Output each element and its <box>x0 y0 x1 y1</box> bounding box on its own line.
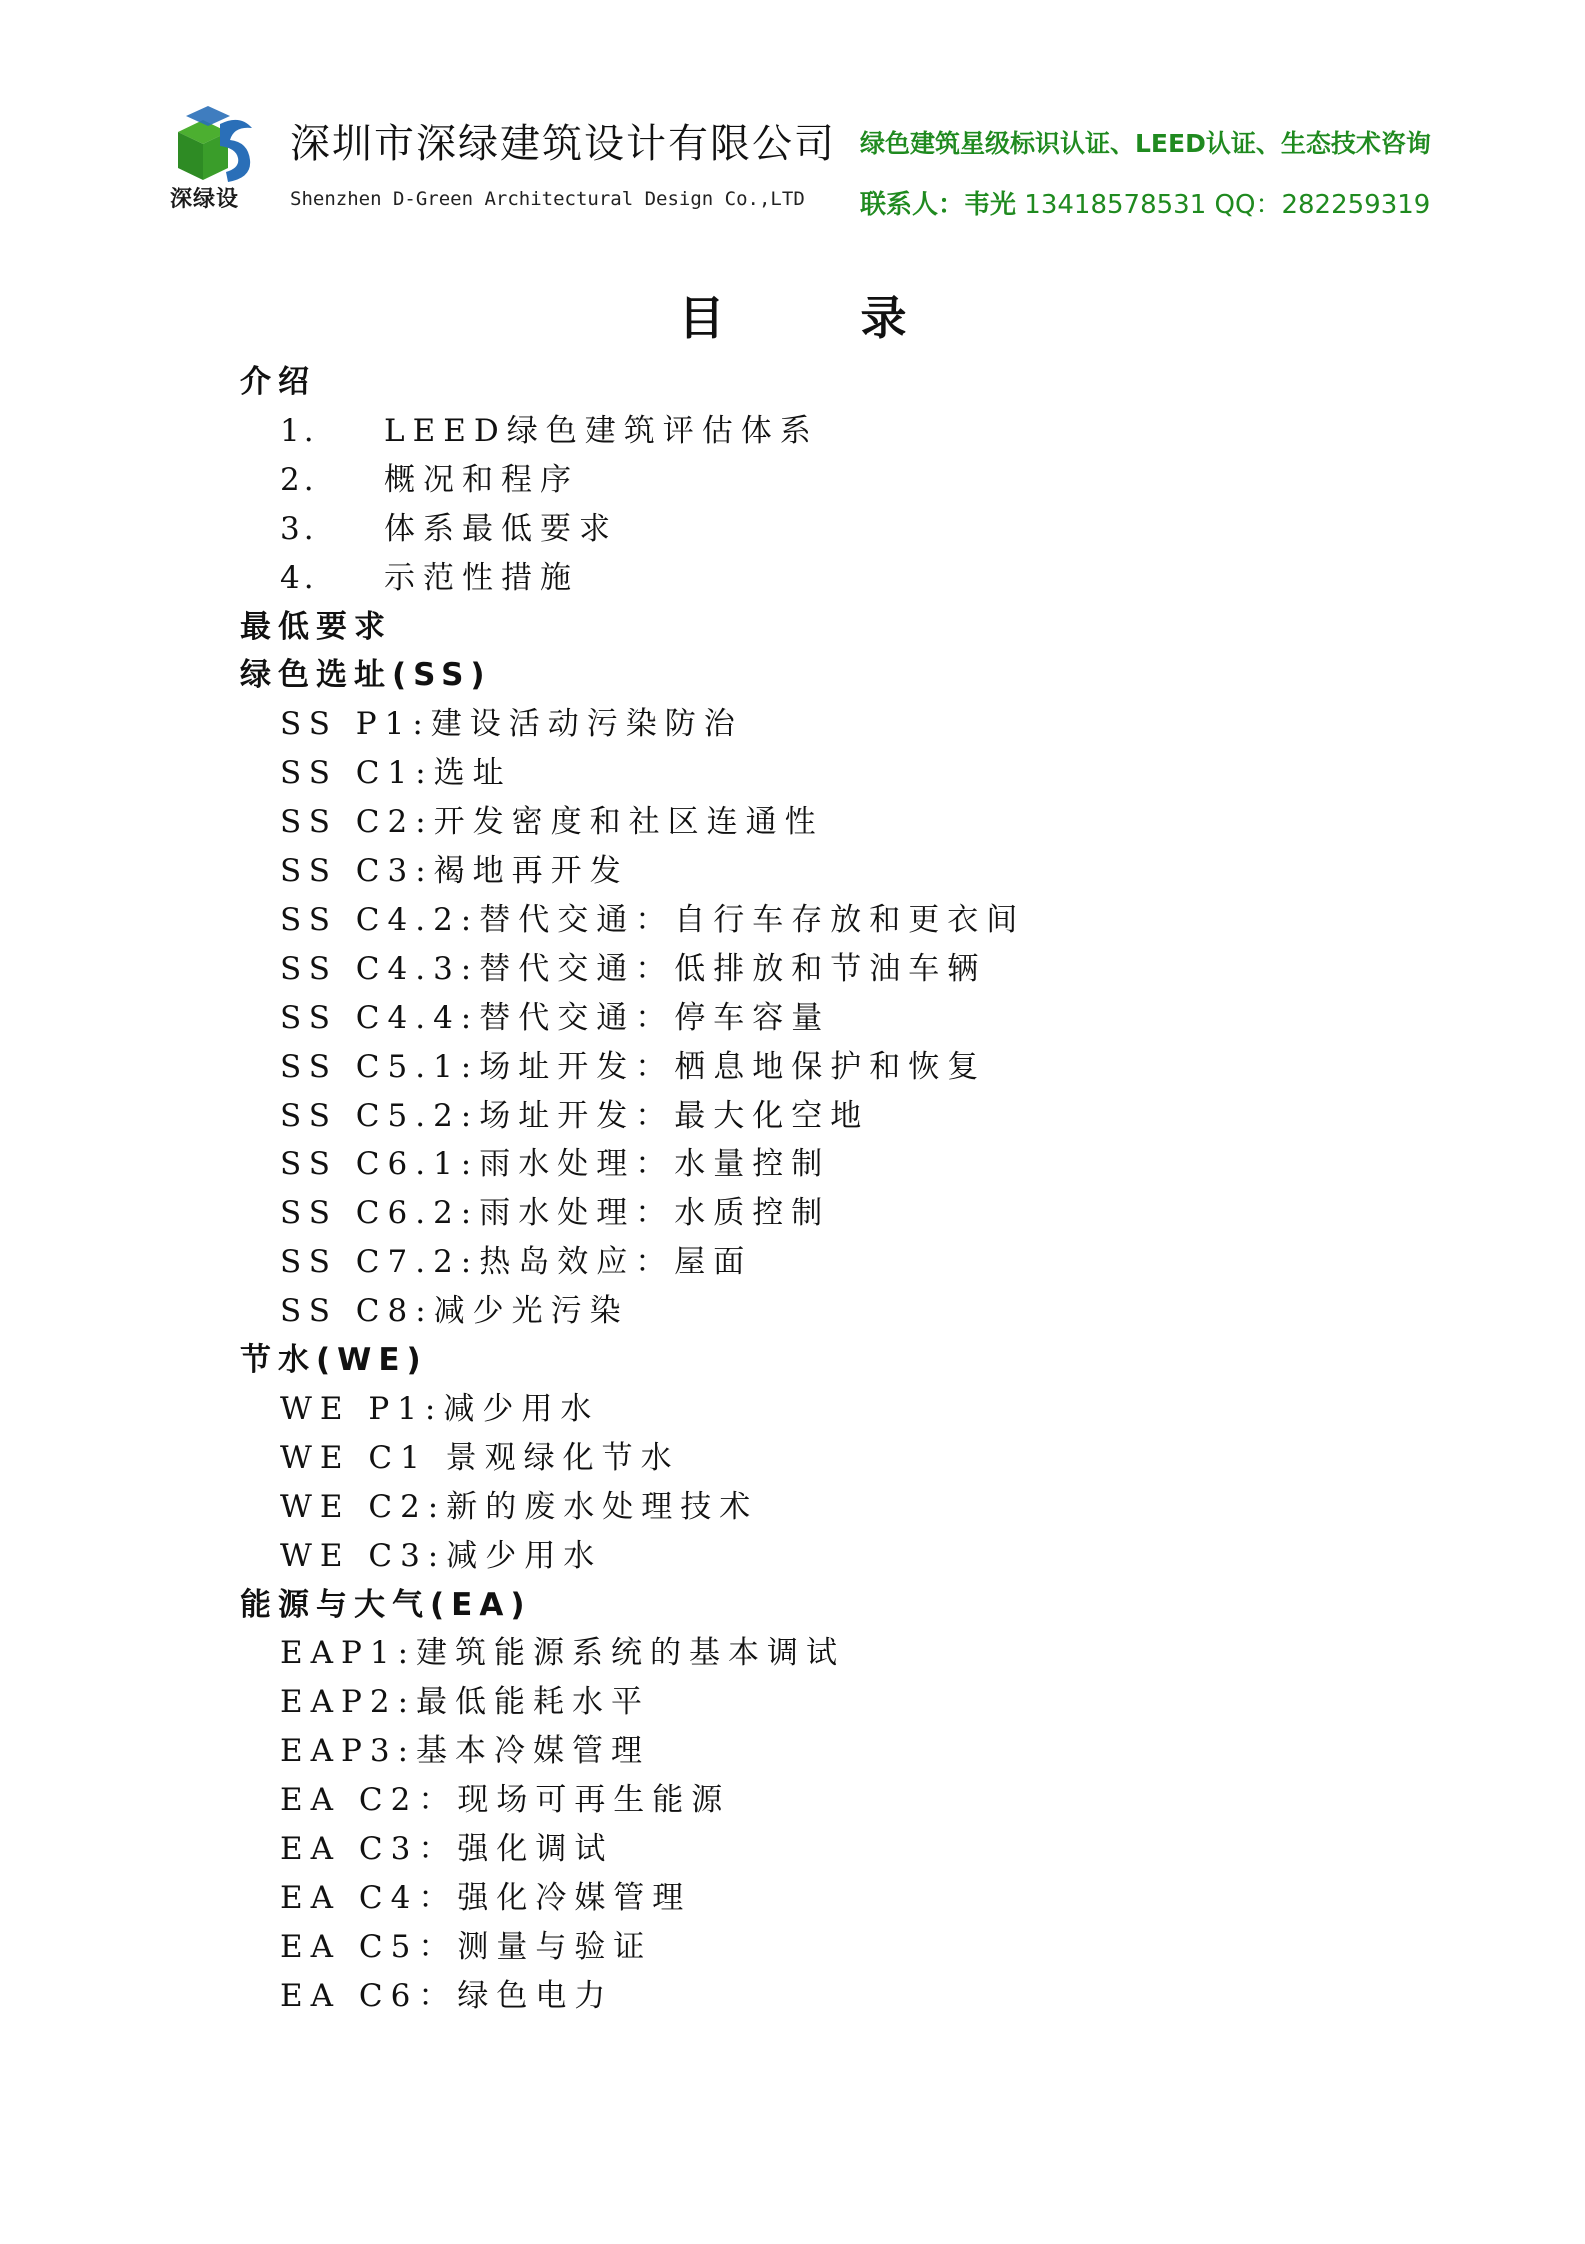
toc-entry: SS C7.2:热岛效应：屋面 <box>280 1244 753 1281</box>
toc-entry-text: 示范性措施 <box>384 559 579 596</box>
toc-entry-number: 1. <box>280 412 318 449</box>
company-name-english: Shenzhen D-Green Architectural Design Co.,LTD <box>290 188 805 210</box>
toc-section-heading: 介绍 <box>240 364 316 400</box>
toc-entry: WE C1 景观绿化节水 <box>280 1439 680 1476</box>
toc-entry: SS P1:建设活动污染防治 <box>280 706 743 743</box>
toc-entry: SS C8:减少光污染 <box>280 1293 629 1330</box>
toc-entry <box>280 509 618 549</box>
toc-entry: SS C3:褐地再开发 <box>280 853 629 889</box>
toc-entry: EAP3:基本冷媒管理 <box>280 1733 651 1770</box>
contact-person: 联系人：韦光 <box>860 190 1017 220</box>
toc-section-heading: 最低要求 <box>240 608 392 645</box>
toc-section-heading: 能源与大气(EA) <box>240 1586 532 1623</box>
toc-entry-text: 体系最低要求 <box>384 510 618 547</box>
toc-entry <box>280 460 579 500</box>
toc-entry-number: 3. <box>280 510 318 547</box>
toc-entry: EA C2：现场可再生能源 <box>280 1782 731 1819</box>
toc-entry: EA C6：绿色电力 <box>280 1977 614 2014</box>
toc-entry: SS C5.1:场址开发：栖息地保护和恢复 <box>280 1048 987 1085</box>
toc-entry: SS C5.2:场址开发：最大化空地 <box>280 1097 870 1134</box>
toc-entry: SS C6.1:雨水处理：水量控制 <box>280 1146 831 1183</box>
contact-phone: 13418578531 <box>1024 190 1207 220</box>
toc-entry: SS C6.2:雨水处理：水质控制 <box>280 1195 831 1232</box>
toc-entry-text: 概况和程序 <box>384 461 579 498</box>
toc-entry: WE P1:减少用水 <box>280 1390 600 1427</box>
toc-entry: SS C4.3:替代交通：低排放和节油车辆 <box>280 950 987 987</box>
toc-entry: EA C4：强化冷媒管理 <box>280 1879 692 1916</box>
company-name-chinese: 深圳市深绿建筑设计有限公司 <box>290 121 836 167</box>
logo-caption: 深绿设 <box>170 187 240 212</box>
toc-entry: WE C2:新的废水处理技术 <box>280 1488 759 1525</box>
toc-entry <box>280 411 819 451</box>
toc-section-heading: 绿色选址(SS) <box>240 657 492 694</box>
toc-entry: SS C1:选址 <box>280 755 512 792</box>
toc-entry-text: LEED绿色建筑评估体系 <box>384 412 819 449</box>
toc-entry-number: 2. <box>280 461 318 498</box>
toc-entry: EAP2:最低能耗水平 <box>280 1684 651 1721</box>
toc-section-heading: 节水(WE) <box>240 1342 428 1378</box>
toc-title: 目 录 <box>678 291 967 345</box>
toc-entry: EAP1:建筑能源系统的基本调试 <box>280 1635 846 1672</box>
toc-entry: EA C5：测量与验证 <box>280 1928 653 1965</box>
toc-entry: WE C3:减少用水 <box>280 1537 603 1574</box>
toc-entry-number: 4. <box>280 559 318 596</box>
toc-entry: EA C3：强化调试 <box>280 1831 614 1867</box>
toc-entry: SS C4.2:替代交通：自行车存放和更衣间 <box>280 901 1026 938</box>
toc-entry: SS C2:开发密度和社区连通性 <box>280 804 824 841</box>
services-tagline: 绿色建筑星级标识认证、LEED认证、生态技术咨询 <box>860 129 1431 158</box>
toc-entry <box>280 558 579 598</box>
toc-entry: SS C4.4:替代交通：停车容量 <box>280 999 831 1036</box>
contact-qq: QQ：282259319 <box>1214 190 1431 220</box>
